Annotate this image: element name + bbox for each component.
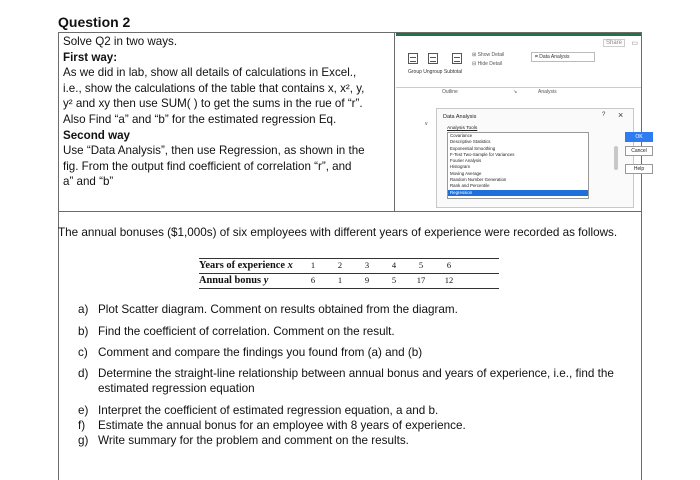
- subquestion-list: [78, 302, 638, 448]
- subquestion-text: Estimate the annual bonus for an employee with 8 years of experience.: [98, 419, 466, 432]
- instruction-line: As we did in lab, show all details of calculations in Excel.,: [63, 66, 357, 80]
- subtotal-icon: [452, 53, 462, 64]
- table-cell-y: 1: [337, 275, 343, 285]
- dialog-title: Data Analysis: [443, 114, 477, 120]
- subquestion-item: [78, 433, 638, 448]
- share-button: Share: [603, 39, 625, 47]
- table-rule-bottom: [199, 288, 499, 289]
- data-analysis-icon: ⌗: [535, 54, 540, 60]
- ribbon-accent-bar: [396, 33, 641, 36]
- table-cell-y: 5: [391, 275, 397, 285]
- subquestion-letter: b): [78, 325, 89, 338]
- subquestion-letter: c): [78, 346, 88, 359]
- table-cell-y: 12: [444, 275, 454, 285]
- tool-item: Random Number Generation: [450, 177, 507, 183]
- table-cell-x: 2: [337, 260, 343, 270]
- table-cell-x: 3: [364, 260, 370, 270]
- row-header-x: Years of experience x: [199, 260, 293, 271]
- show-detail-label: ⊞ Show Detail: [472, 52, 505, 58]
- tool-item: Descriptive Statistics: [450, 139, 491, 145]
- instruction-line: Also Find “a” and “b” for the estimated regression Eq.: [63, 112, 337, 126]
- group-icon: [408, 53, 418, 64]
- group-row-labels: Group Ungroup Subtotal: [408, 69, 463, 75]
- table-cell-y: 17: [416, 275, 426, 285]
- instruction-line: Second way: [63, 128, 131, 142]
- data-analysis-button: ⌗ Data Analysis: [531, 52, 595, 62]
- subquestion-text: Plot Scatter diagram. Comment on results obtained from the diagram.: [98, 303, 458, 316]
- table-cell-x: 4: [391, 260, 397, 270]
- table-cell-x: 1: [310, 260, 316, 270]
- subquestion-text: Interpret the coefficient of estimated regression equation, a and b.: [98, 404, 439, 417]
- subquestion-text: Determine the straight-line relationship between annual bonus and years of experience, i.e., find the estimated regression equation: [98, 367, 614, 395]
- tool-item: Covariance: [450, 133, 473, 138]
- cancel-button: Cancel: [625, 146, 653, 156]
- subquestion-item: [78, 403, 638, 418]
- instruction-line: Solve Q2 in two ways.: [63, 35, 178, 48]
- subquestion-item: [78, 345, 638, 360]
- instruction-line: fig. From the output find coefficient of correlation “r”, and: [63, 159, 352, 173]
- subquestion-letter: f): [78, 419, 86, 432]
- instruction-line: i.e., show the calculations of the table that contains x, x², y,: [63, 81, 365, 95]
- table-cell-x: 5: [418, 260, 424, 270]
- ok-button: OK: [625, 132, 653, 142]
- subquestion-item: [78, 302, 638, 317]
- list-scrollbar: [613, 132, 619, 199]
- subquestion-text: Write summary for the problem and comment on the results.: [98, 434, 409, 447]
- ribbon-separator: [396, 87, 641, 88]
- ungroup-icon: [428, 53, 438, 64]
- show-detail-icon: ⊞: [472, 52, 478, 58]
- subquestion-item: [78, 324, 638, 339]
- instruction-line: a” and “b”: [63, 175, 114, 189]
- analysis-tools-list: [447, 132, 589, 199]
- hide-detail-label: ⊟ Hide Detail: [472, 61, 503, 67]
- outline-launcher-icon: ↘: [513, 89, 518, 95]
- tool-item: F-Test Two-Sample for Variances: [450, 151, 515, 157]
- subquestion-letter: e): [78, 404, 89, 417]
- instruction-line: First way:: [63, 50, 118, 64]
- subquestion-text: Find the coefficient of correlation. Comment on the result.: [98, 325, 395, 338]
- tool-item: Rank and Percentile: [450, 183, 490, 189]
- subquestion-letter: g): [78, 434, 89, 447]
- instructions-cell: [63, 34, 388, 190]
- subquestion-text: Comment and compare the findings you found from (a) and (b): [98, 346, 423, 359]
- hide-detail-icon: ⊟: [472, 61, 478, 67]
- comment-icon: ▭: [631, 40, 638, 47]
- excel-screenshot: [396, 33, 647, 210]
- question-title: Question 2: [58, 14, 131, 30]
- analysis-group-label: Analysis: [538, 89, 557, 95]
- help-button: Help: [625, 164, 653, 174]
- subquestion-item: [78, 418, 638, 433]
- tool-item: Regression: [448, 190, 588, 196]
- tool-item: Moving Average: [450, 170, 482, 176]
- divider: [58, 211, 642, 212]
- close-icon: ×: [618, 110, 624, 120]
- subquestion-item: [78, 366, 638, 396]
- row-header-y: Annual bonus y: [199, 275, 269, 286]
- problem-statement: The annual bonuses ($1,000s) of six employees with different years of experience were recorded as follows.: [58, 226, 618, 239]
- scrollbar-thumb: [614, 146, 618, 170]
- table-rule-mid: [199, 273, 499, 274]
- tool-item: Exponential Smoothing: [450, 145, 496, 151]
- table-rule-top: [199, 258, 499, 259]
- analysis-tools-label: Analysis Tools: [447, 126, 478, 131]
- subquestion-letter: a): [78, 303, 89, 316]
- column-divider: [394, 32, 395, 212]
- chevron-down-icon: v: [425, 121, 428, 127]
- table-cell-y: 9: [364, 275, 370, 285]
- tool-item: Fourier Analysis: [450, 158, 482, 164]
- outline-group-label: Outline: [442, 89, 458, 95]
- instruction-line: y² and xy then use SUM( ) to get the sums in the rue of “r”.: [63, 97, 363, 111]
- instruction-line: Use “Data Analysis”, then use Regression, as shown in the: [63, 144, 365, 158]
- tool-item: Histogram: [450, 164, 471, 170]
- table-cell-x: 6: [446, 260, 452, 270]
- help-icon: ?: [602, 112, 606, 118]
- data-analysis-dialog: [436, 108, 647, 208]
- subquestion-letter: d): [78, 367, 89, 380]
- table-cell-y: 6: [310, 275, 316, 285]
